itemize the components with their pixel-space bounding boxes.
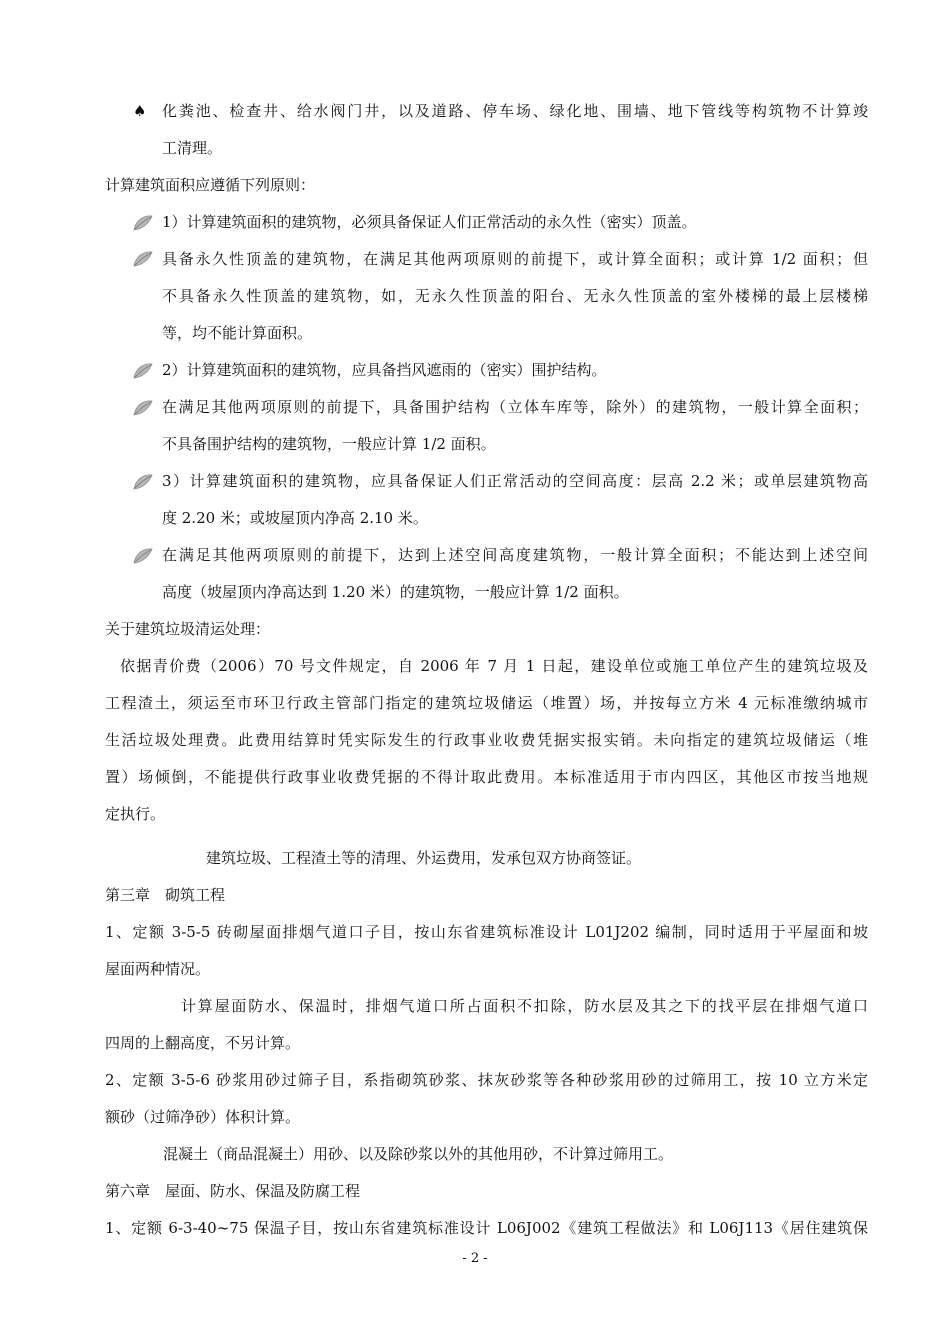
paragraph-line: 额砂（过筛净砂）体积计算。 bbox=[105, 1108, 301, 1126]
note-line: 计算屋面防水、保温时，排烟气道口所占面积不扣除，防水层及其之下的找平层在排烟气道口 bbox=[181, 997, 868, 1015]
note-line: 建筑垃圾、工程渣土等的清理、外运费用，发承包双方协商签证。 bbox=[206, 849, 642, 867]
leaf-bullet-icon bbox=[132, 250, 154, 268]
note-line: 四周的上翻高度，不另计算。 bbox=[105, 1034, 301, 1052]
paragraph-line: 1、定额 6-3-40~75 保温子目，按山东省建筑标准设计 L06J002《建筑工程做法》和 L06J113《居住建筑保 bbox=[105, 1219, 868, 1237]
section-heading: 计算建筑面积应遵循下列原则： bbox=[105, 176, 316, 194]
paragraph-line: 定执行。 bbox=[105, 805, 166, 823]
principle-line: 等，均不能计算面积。 bbox=[162, 324, 313, 342]
paragraph-line: 工清理。 bbox=[162, 139, 223, 157]
paragraph-line: 2、定额 3-5-6 砂浆用砂过筛子目，系指砌筑砂浆、抹灰砂浆等各种砂浆用砂的过筛用工，按 10 立方米定 bbox=[105, 1071, 868, 1089]
leaf-bullet-icon bbox=[132, 547, 154, 565]
leaf-bullet-icon bbox=[132, 399, 154, 417]
chapter-title: 第六章 屋面、防水、保温及防腐工程 bbox=[105, 1182, 361, 1200]
principle-line: 度 2.20 米；或坡屋顶内净高 2.10 米。 bbox=[162, 509, 428, 527]
principle-line: 2）计算建筑面积的建筑物，应具备挡风遮雨的（密实）围护结构。 bbox=[162, 361, 607, 379]
leaf-bullet-icon bbox=[132, 473, 154, 491]
principle-line: 3）计算建筑面积的建筑物，应具备保证人们正常活动的空间高度：层高 2.2 米；或单层建筑物高 bbox=[162, 472, 868, 490]
principle-line: 不具备围护结构的建筑物，一般应计算 1/2 面积。 bbox=[162, 435, 496, 453]
paragraph-line: 依据青价费（2006）70 号文件规定，自 2006 年 7 月 1 日起，建设单位或施工单位产生的建筑垃圾及 bbox=[120, 657, 868, 675]
principle-line: 不具备永久性顶盖的建筑物，如，无永久性顶盖的阳台、无永久性顶盖的室外楼梯的最上层楼梯 bbox=[162, 287, 868, 305]
note-line: 混凝土（商品混凝土）用砂、以及除砂浆以外的其他用砂，不计算过筛用工。 bbox=[163, 1145, 674, 1163]
principle-line: 在满足其他两项原则的前提下，达到上述空间高度建筑物，一般计算全面积；不能达到上述空间 bbox=[162, 546, 868, 564]
spade-bullet-icon: ♠ bbox=[133, 102, 147, 120]
leaf-bullet-icon bbox=[132, 362, 154, 380]
paragraph-line: 屋面两种情况。 bbox=[105, 960, 211, 978]
principle-line: 在满足其他两项原则的前提下，具备围护结构（立体车库等，除外）的建筑物，一般计算全面积； bbox=[162, 398, 868, 416]
principle-line: 1）计算建筑面积的建筑物，必须具备保证人们正常活动的永久性（密实）顶盖。 bbox=[162, 213, 697, 231]
page-number: - 2 - bbox=[462, 1251, 488, 1266]
paragraph-line: 置）场倾倒，不能提供行政事业收费凭据的不得计取此费用。本标准适用于市内四区，其他区市按当地规 bbox=[105, 768, 868, 786]
paragraph-line: 工程渣土，须运至市环卫行政主管部门指定的建筑垃圾储运（堆置）场，并按每立方米 4 元标准缴纳城市 bbox=[105, 694, 868, 712]
leaf-bullet-icon bbox=[132, 214, 154, 232]
section-heading: 关于建筑垃圾清运处理： bbox=[105, 620, 271, 638]
paragraph-line: 生活垃圾处理费。此费用结算时凭实际发生的行政事业收费凭据实报实销。未向指定的建筑垃圾储运（堆 bbox=[105, 731, 868, 749]
paragraph-line: 化粪池、检查井、给水阀门井，以及道路、停车场、绿化地、围墙、地下管线等构筑物不计算竣 bbox=[162, 102, 868, 120]
principle-line: 具备永久性顶盖的建筑物，在满足其他两项原则的前提下，或计算全面积；或计算 1/2 面积；但 bbox=[162, 250, 868, 268]
paragraph-line: 1、定额 3-5-5 砖砌屋面排烟气道口子目，按山东省建筑标准设计 L01J202 编制，同时适用于平屋面和坡 bbox=[105, 923, 868, 941]
chapter-title: 第三章 砌筑工程 bbox=[105, 886, 226, 904]
principle-line: 高度（坡屋顶内净高达到 1.20 米）的建筑物，一般应计算 1/2 面积。 bbox=[162, 583, 629, 601]
